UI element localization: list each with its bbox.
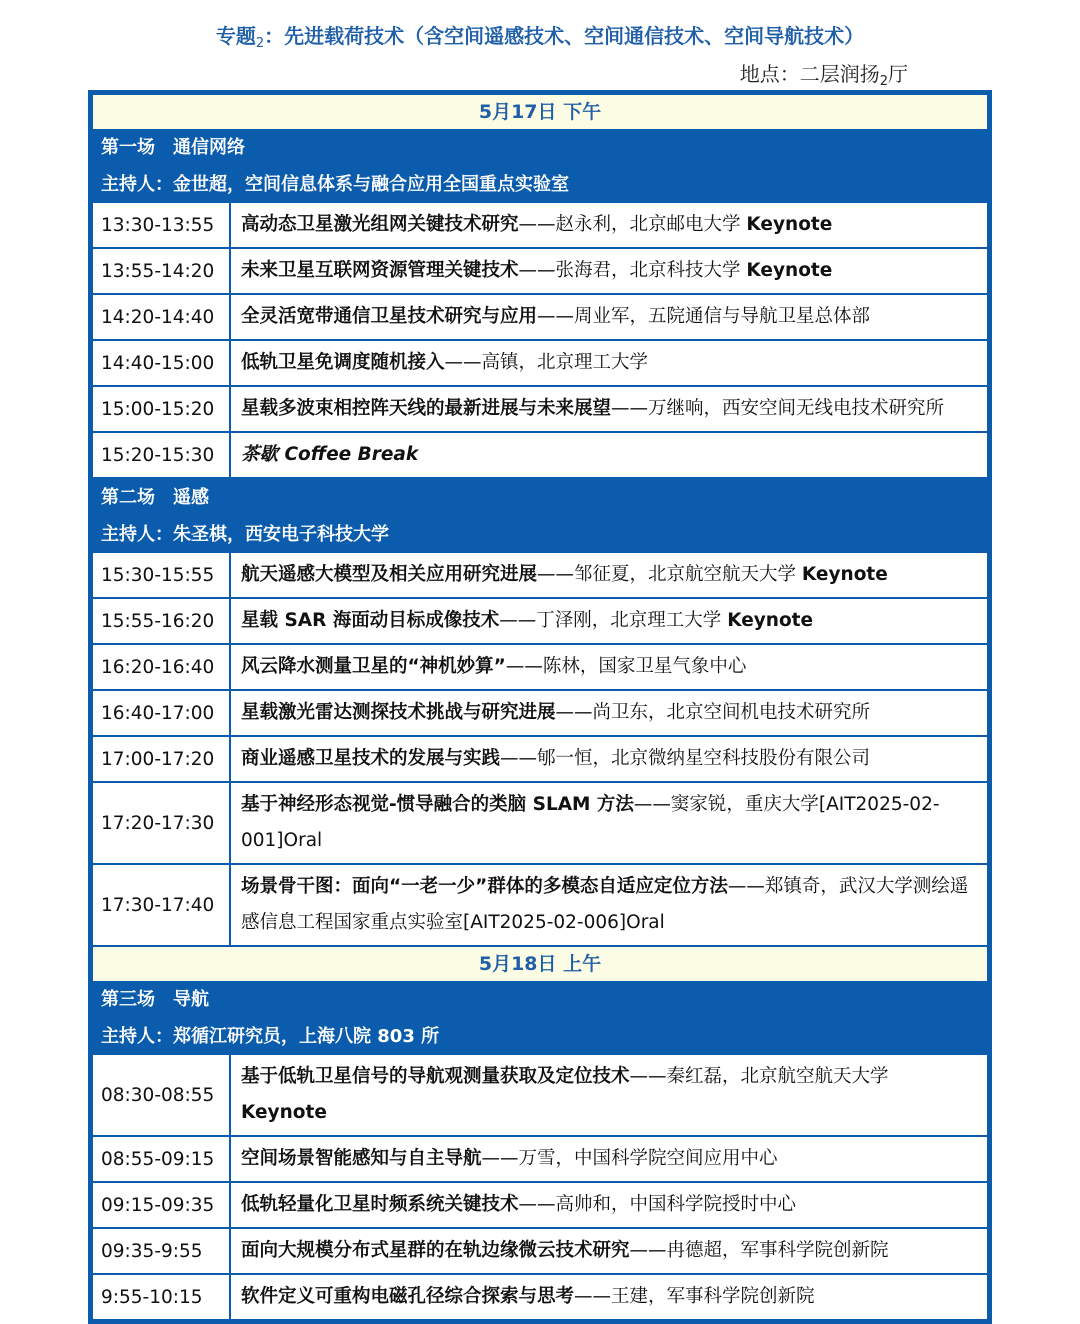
talk-speaker: ——陈林，国家卫星气象中心	[505, 656, 747, 677]
talk-title: 基于神经形态视觉-惯导融合的类脑 SLAM 方法	[241, 794, 634, 815]
day-header: 5月17日 下午	[93, 95, 987, 129]
table-row	[93, 1183, 987, 1227]
talk-speaker: ——周业军，五院通信与导航卫星总体部	[537, 306, 871, 327]
keynote-badge: Keynote	[746, 260, 833, 281]
talk-speaker: ——万雪，中国科学院空间应用中心	[481, 1148, 778, 1169]
talk-title: 全灵活宽带通信卫星技术研究与应用	[241, 306, 538, 327]
day-header: 5月18日 上午	[93, 947, 987, 981]
talk-cell	[231, 737, 987, 781]
table-row	[93, 1055, 987, 1135]
location-prefix: 地点：二层润扬	[739, 62, 880, 86]
talk-cell	[231, 645, 987, 689]
table-row	[93, 387, 987, 431]
talk-title: 面向大规模分布式星群的在轨边缘微云技术研究	[241, 1240, 630, 1261]
talk-cell	[231, 1137, 987, 1181]
time-cell: 09:15-09:35	[93, 1183, 231, 1227]
talk-speaker: ——邹征夏，北京航空航天大学	[537, 564, 797, 585]
talk-cell	[231, 865, 987, 945]
time-cell: 15:00-15:20	[93, 387, 231, 431]
keynote-badge: Keynote	[727, 610, 814, 631]
time-cell: 14:40-15:00	[93, 341, 231, 385]
table-row	[93, 341, 987, 385]
talk-title: 空间场景智能感知与自主导航	[241, 1148, 482, 1169]
keynote-badge: Keynote	[746, 214, 833, 235]
talk-cell	[231, 1055, 987, 1135]
location-suffix: 厅	[888, 62, 908, 86]
talk-speaker: ——郇一恒，北京微纳星空科技股份有限公司	[500, 748, 871, 769]
time-cell: 08:55-09:15	[93, 1137, 231, 1181]
talk-title: 高动态卫星激光组网关键技术研究	[241, 214, 519, 235]
table-row	[93, 1275, 987, 1319]
talk-cell	[231, 341, 987, 385]
table-row	[93, 645, 987, 689]
talk-title: 星载多波束相控阵天线的最新进展与未来展望	[241, 398, 612, 419]
talk-title: 商业遥感卫星技术的发展与实践	[241, 748, 501, 769]
title-prefix: 专题	[215, 24, 256, 48]
time-cell: 17:20-17:30	[93, 783, 231, 863]
talk-speaker: ——万继响，西安空间无线电技术研究所	[611, 398, 945, 419]
session-name: 第二场 遥感	[101, 487, 209, 508]
talk-cell	[231, 295, 987, 339]
talk-title: 场景骨干图：面向“一老一少”群体的多模态自适应定位方法	[241, 876, 728, 897]
table-row	[93, 737, 987, 781]
session-host: 主持人：郑循江研究员，上海八院 803 所	[101, 1026, 440, 1047]
talk-cell	[231, 433, 987, 477]
talk-speaker: ——尚卫东，北京空间机电技术研究所	[555, 702, 871, 723]
talk-cell	[231, 1275, 987, 1319]
talk-speaker: ——郑镇奇，武汉大学测绘遥感信息工程国家重点实验室[AIT2025-02-006]Oral	[241, 876, 969, 933]
talk-cell	[231, 599, 987, 643]
time-cell: 9:55-10:15	[93, 1275, 231, 1319]
talk-cell	[231, 1183, 987, 1227]
table-row	[93, 553, 987, 597]
table-row	[93, 295, 987, 339]
talk-title: 星载激光雷达测探技术挑战与研究进展	[241, 702, 556, 723]
page-title	[0, 20, 1080, 51]
talk-speaker: ——张海君，北京科技大学	[518, 260, 741, 281]
time-cell: 09:35-9:55	[93, 1229, 231, 1273]
talk-title: 风云降水测量卫星的“神机妙算”	[241, 656, 506, 677]
table-row	[93, 1229, 987, 1273]
location	[740, 58, 908, 89]
talk-title: 软件定义可重构电磁孔径综合探索与思考	[241, 1286, 575, 1307]
talk-speaker: ——丁泽刚，北京理工大学	[499, 610, 722, 631]
talk-title: 星载 SAR 海面动目标成像技术	[241, 610, 500, 631]
title-rest: ：先进载荷技术（含空间遥感技术、空间通信技术、空间导航技术）	[264, 24, 865, 48]
talk-cell	[231, 553, 987, 597]
keynote-badge: Keynote	[801, 564, 888, 585]
location-num: 2	[879, 74, 888, 89]
table-row	[93, 691, 987, 735]
talk-cell	[231, 387, 987, 431]
keynote-badge: Keynote	[241, 1102, 327, 1123]
talk-title: 低轨卫星免调度随机接入	[241, 352, 445, 373]
time-cell: 13:55-14:20	[93, 249, 231, 293]
time-cell: 16:40-17:00	[93, 691, 231, 735]
talk-title: 低轨轻量化卫星时频系统关键技术	[241, 1194, 519, 1215]
session-host: 主持人：朱圣棋，西安电子科技大学	[101, 524, 389, 545]
session-name: 第三场 导航	[101, 989, 209, 1010]
time-cell: 15:55-16:20	[93, 599, 231, 643]
talk-speaker: ——秦红磊，北京航空航天大学	[629, 1066, 889, 1087]
talk-cell	[231, 249, 987, 293]
table-row	[93, 433, 987, 477]
table-row	[93, 783, 987, 863]
talk-speaker: ——冉德超，军事科学院创新院	[629, 1240, 889, 1261]
table-row	[93, 599, 987, 643]
talk-speaker: ——赵永利，北京邮电大学	[518, 214, 741, 235]
time-cell: 17:30-17:40	[93, 865, 231, 945]
time-cell: 08:30-08:55	[93, 1055, 231, 1135]
time-cell: 14:20-14:40	[93, 295, 231, 339]
talk-title: 航天遥感大模型及相关应用研究进展	[241, 564, 538, 585]
talk-speaker: ——高镇，北京理工大学	[444, 352, 649, 373]
talk-cell	[231, 691, 987, 735]
session-name: 第一场 通信网络	[101, 137, 245, 158]
coffee-break: 茶歇 Coffee Break	[241, 444, 419, 465]
talk-title: 基于低轨卫星信号的导航观测量获取及定位技术	[241, 1066, 630, 1087]
time-cell: 15:20-15:30	[93, 433, 231, 477]
talk-speaker: ——王建，军事科学院创新院	[574, 1286, 815, 1307]
talk-speaker: ——窦家锐，重庆大学[AIT2025-02-001]Oral	[241, 794, 940, 851]
talk-speaker: ——高帅和，中国科学院授时中心	[518, 1194, 797, 1215]
session-host: 主持人：金世超，空间信息体系与融合应用全国重点实验室	[101, 174, 569, 195]
title-num: 2	[255, 36, 265, 51]
talk-cell	[231, 203, 987, 247]
table-row	[93, 1137, 987, 1181]
talk-cell	[231, 1229, 987, 1273]
time-cell: 13:30-13:55	[93, 203, 231, 247]
time-cell: 15:30-15:55	[93, 553, 231, 597]
talk-title: 未来卫星互联网资源管理关键技术	[241, 260, 519, 281]
schedule-table	[88, 90, 992, 1324]
table-row	[93, 203, 987, 247]
table-row	[93, 249, 987, 293]
talk-cell	[231, 783, 987, 863]
time-cell: 17:00-17:20	[93, 737, 231, 781]
table-row	[93, 865, 987, 945]
time-cell: 16:20-16:40	[93, 645, 231, 689]
